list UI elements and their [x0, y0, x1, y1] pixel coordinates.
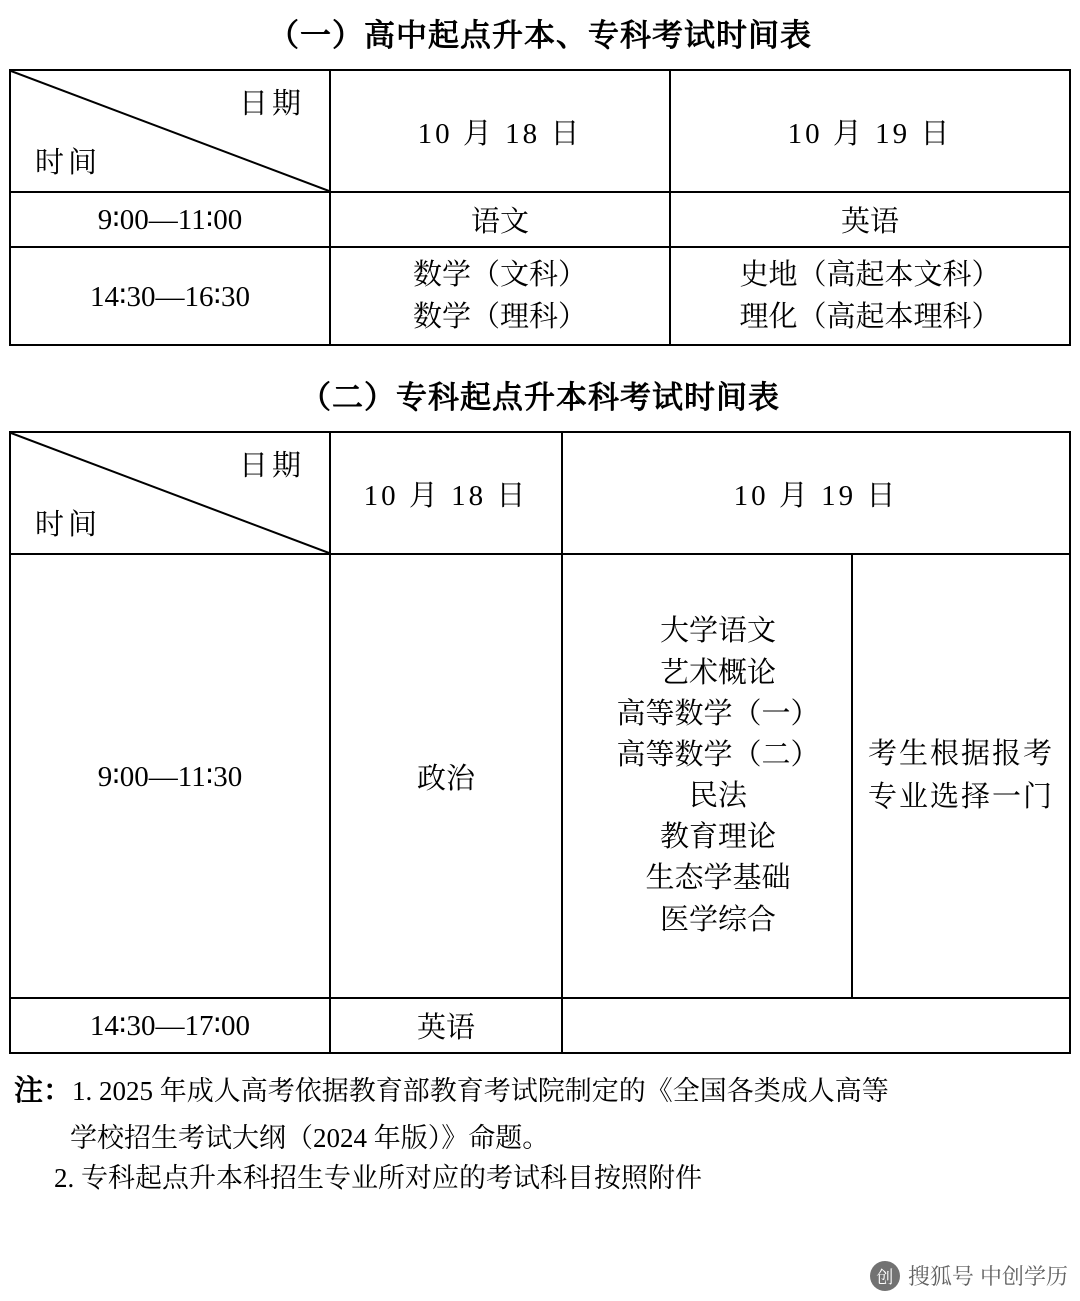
table-header-row — [10, 432, 1070, 554]
subject-line: 理化（高起本理科） — [739, 301, 1001, 334]
subject-line: 大学语文 — [659, 615, 776, 648]
note-1-line-2: 学校招生考试大纲（2024 年版）》命题。 — [70, 1122, 550, 1153]
corner-date-label: 日期 — [238, 450, 305, 483]
time-cell: 14∶30—16∶30 — [10, 247, 330, 345]
column-header-day19: 10 月 19 日 — [562, 432, 1070, 554]
corner-time-label: 时间 — [34, 509, 101, 542]
subject-cell-day19 — [670, 247, 1070, 345]
subject-line: 数学（理科） — [412, 301, 587, 334]
document-page — [0, 10, 1080, 1301]
subject-line: 高等数学（一） — [616, 697, 820, 730]
table-row — [10, 554, 1070, 998]
subject-line: 史地（高起本文科） — [739, 259, 1001, 291]
column-header-day18: 10 月 18 日 — [330, 70, 670, 192]
subject-cell-day18: 语文 — [330, 192, 670, 247]
page-title-table1: （一）高中起点升本、专科考试时间表 — [268, 18, 812, 53]
subject-cell-day18 — [330, 247, 670, 345]
note-2: 2. 专科起点升本科招生专业所对应的考试科目按照附件 — [54, 1163, 702, 1194]
subject-line: 民法 — [688, 780, 747, 813]
subject-line: 生态学基础 — [645, 862, 791, 895]
watermark-text: 搜狐号 中创学历 — [907, 1264, 1068, 1289]
subject-line: 艺术概论 — [659, 656, 776, 689]
watermark-logo-icon: 创 — [870, 1261, 900, 1291]
watermark — [870, 1260, 1068, 1291]
exam-schedule-table-2 — [9, 431, 1071, 1054]
notes-lead-label: 注： — [14, 1075, 73, 1108]
column-header-day18: 10 月 18 日 — [330, 432, 562, 554]
table-row — [10, 247, 1070, 345]
subject-list-day19 — [562, 554, 852, 998]
corner-header-cell — [10, 432, 330, 554]
note-line — [14, 1070, 1068, 1114]
subject-line: 医学综合 — [659, 903, 776, 936]
note-1-line-1: 1. 2025 年成人高考依据教育部教育考试院制定的《全国各类成人高等 — [72, 1076, 889, 1107]
subject-cell-day19: 英语 — [670, 192, 1070, 247]
table-row — [10, 998, 1070, 1053]
selection-note-cell: 考生根据报考专业选择一门 — [852, 554, 1070, 998]
notes-section — [14, 1070, 1068, 1199]
subject-line: 教育理论 — [659, 821, 776, 854]
corner-date-label: 日期 — [238, 88, 305, 120]
page-title-table2: （二）专科起点升本科考试时间表 — [300, 380, 780, 416]
subject-line: 高等数学（二） — [616, 738, 820, 771]
table-row — [10, 192, 1070, 247]
corner-header-cell — [10, 70, 330, 192]
time-cell: 9∶00—11∶00 — [10, 192, 330, 247]
subject-cell-day19 — [562, 998, 1070, 1053]
table-header-row — [10, 70, 1070, 192]
time-cell: 9∶00—11∶30 — [10, 554, 330, 998]
subject-line: 数学（文科） — [412, 259, 587, 291]
exam-schedule-table-1 — [9, 69, 1071, 346]
subject-cell-day18: 英语 — [330, 998, 562, 1053]
column-header-day19: 10 月 19 日 — [670, 70, 1070, 192]
subject-cell-day18: 政治 — [330, 554, 562, 998]
time-cell: 14∶30—17∶00 — [10, 998, 330, 1053]
corner-time-label: 时间 — [35, 147, 102, 179]
